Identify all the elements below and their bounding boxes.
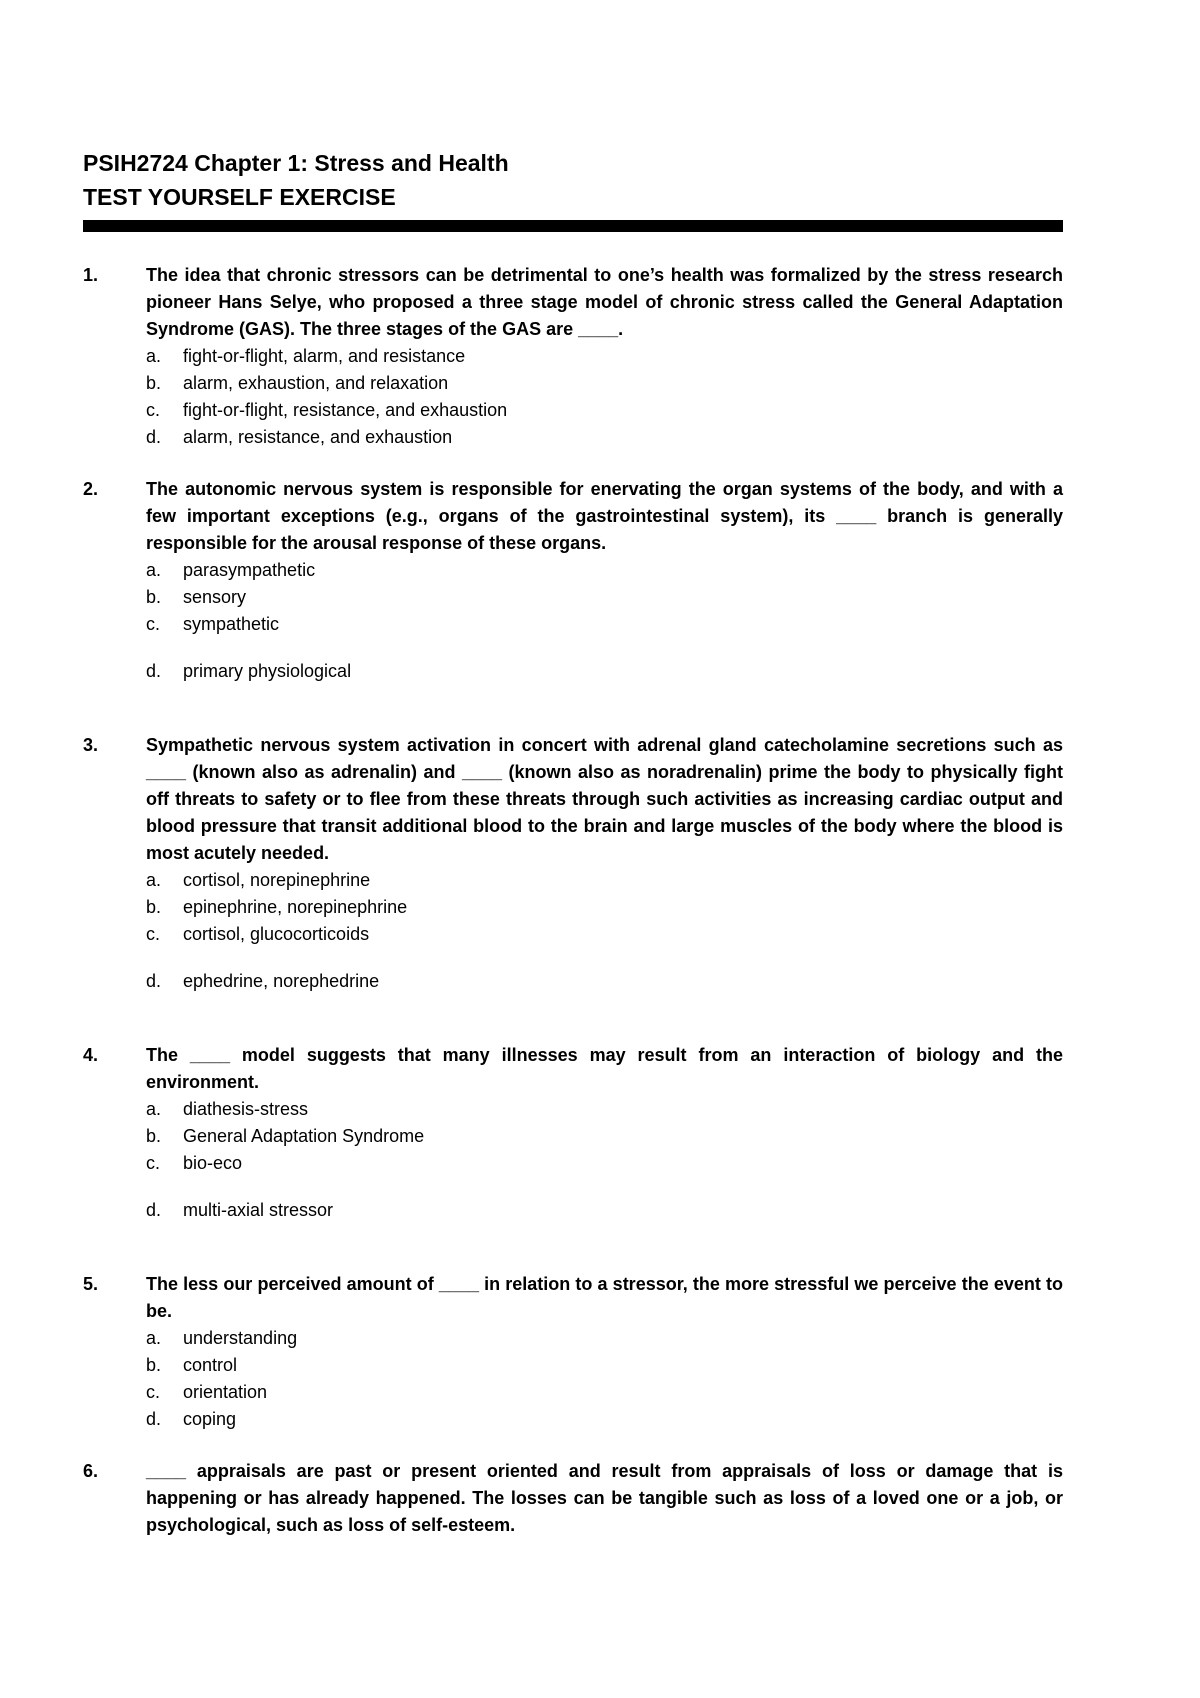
option-letter: a.: [146, 560, 162, 580]
answer-option[interactable]: [146, 584, 1063, 611]
header-rule: [83, 220, 1063, 232]
answer-option[interactable]: [146, 658, 1063, 685]
answer-option[interactable]: [146, 424, 1063, 451]
answer-option[interactable]: [146, 1150, 1063, 1177]
option-text: coping: [183, 1409, 237, 1429]
option-letter: d.: [146, 661, 162, 681]
option-letter: d.: [146, 971, 162, 991]
option-text: control: [183, 1355, 238, 1375]
answer-option[interactable]: [146, 921, 1063, 948]
question-1: [83, 262, 1063, 451]
answer-options: [83, 343, 1063, 451]
answer-option[interactable]: [146, 1096, 1063, 1123]
answer-option[interactable]: [146, 1379, 1063, 1406]
option-text: primary physiological: [183, 661, 352, 681]
option-letter: c.: [146, 400, 161, 420]
question-6: [83, 1458, 1063, 1539]
option-text: parasympathetic: [183, 560, 316, 580]
document-page: [83, 146, 1063, 1539]
question-3: [83, 732, 1063, 995]
answer-option[interactable]: [146, 1352, 1063, 1379]
answer-option[interactable]: [146, 1197, 1063, 1224]
option-text: understanding: [183, 1328, 298, 1348]
answer-option[interactable]: [146, 343, 1063, 370]
answer-option[interactable]: [146, 557, 1063, 584]
option-text: fight-or-flight, alarm, and resistance: [183, 346, 466, 366]
option-letter: d.: [146, 1200, 162, 1220]
option-text: cortisol, norepinephrine: [183, 870, 371, 890]
answer-option[interactable]: [146, 370, 1063, 397]
question-number: 4.: [83, 1045, 99, 1065]
option-text: ephedrine, norephedrine: [183, 971, 380, 991]
answer-options: [83, 867, 1063, 995]
answer-option[interactable]: [146, 397, 1063, 424]
answer-options: [83, 1096, 1063, 1224]
answer-options: [83, 1325, 1063, 1433]
answer-option[interactable]: [146, 968, 1063, 995]
question-text: ____ appraisals are past or present oriented and result from appraisals of loss or damage that is happening or has already happened. The losses can be tangible such as loss of a loved one or a job, or psychological, such as loss of self-esteem.: [146, 1461, 1063, 1535]
option-text: alarm, resistance, and exhaustion: [183, 427, 453, 447]
question-text: The idea that chronic stressors can be detrimental to one’s health was formalized by the stress research pioneer Hans Selye, who proposed a three stage model of chronic stress called the General Adaptation Syndrome (GAS). The three stages of the GAS are ____.: [146, 265, 1063, 339]
option-letter: c.: [146, 1382, 161, 1402]
answer-option[interactable]: [146, 1123, 1063, 1150]
question-4: [83, 1042, 1063, 1224]
question-number: 6.: [83, 1461, 99, 1481]
option-text: sympathetic: [183, 614, 280, 634]
option-letter: b.: [146, 897, 162, 917]
question-5: [83, 1271, 1063, 1433]
question-text: The autonomic nervous system is responsible for enervating the organ systems of the body, and with a few important exceptions (e.g., organs of the gastrointestinal system), its ____ branch is generally responsible for the arousal response of these organs.: [146, 479, 1063, 553]
option-text: diathesis-stress: [183, 1099, 309, 1119]
option-letter: b.: [146, 1355, 162, 1375]
answer-options: [83, 557, 1063, 685]
option-text: epinephrine, norepinephrine: [183, 897, 408, 917]
option-text: orientation: [183, 1382, 268, 1402]
answer-option[interactable]: [146, 867, 1063, 894]
option-letter: c.: [146, 614, 161, 634]
option-text: multi-axial stressor: [183, 1200, 334, 1220]
question-text: The less our perceived amount of ____ in relation to a stressor, the more stressful we perceive the event to be.: [146, 1274, 1063, 1321]
answer-option[interactable]: [146, 894, 1063, 921]
option-text: fight-or-flight, resistance, and exhaustion: [183, 400, 508, 420]
answer-option[interactable]: [146, 611, 1063, 638]
option-text: alarm, exhaustion, and relaxation: [183, 373, 449, 393]
question-number: 5.: [83, 1274, 99, 1294]
answer-option[interactable]: [146, 1406, 1063, 1433]
option-letter: b.: [146, 373, 162, 393]
option-letter: c.: [146, 1153, 161, 1173]
option-letter: a.: [146, 1099, 162, 1119]
document-title: PSIH2724 Chapter 1: Stress and Health: [83, 150, 509, 176]
option-letter: a.: [146, 870, 162, 890]
option-text: cortisol, glucocorticoids: [183, 924, 370, 944]
option-text: sensory: [183, 587, 247, 607]
question-2: [83, 476, 1063, 685]
question-number: 2.: [83, 479, 99, 499]
answer-option[interactable]: [146, 1325, 1063, 1352]
option-letter: b.: [146, 1126, 162, 1146]
option-letter: d.: [146, 1409, 162, 1429]
option-letter: a.: [146, 346, 162, 366]
question-text: Sympathetic nervous system activation in concert with adrenal gland catecholamine secretions such as ____ (known also as adrenalin) and ____ (known also as noradrenalin) prime the body to physically fight off threats to safety or to flee from these threats through such activities as increasing cardiac output and blood pressure that transit additional blood to the brain and large muscles of the body where the blood is most acutely needed.: [146, 735, 1063, 863]
option-letter: d.: [146, 427, 162, 447]
option-letter: c.: [146, 924, 161, 944]
question-text: The ____ model suggests that many illnesses may result from an interaction of biology and the environment.: [146, 1045, 1063, 1092]
option-letter: b.: [146, 587, 162, 607]
option-text: bio-eco: [183, 1153, 243, 1173]
question-number: 3.: [83, 735, 99, 755]
question-number: 1.: [83, 265, 99, 285]
option-text: General Adaptation Syndrome: [183, 1126, 425, 1146]
option-letter: a.: [146, 1328, 162, 1348]
document-subtitle: TEST YOURSELF EXERCISE: [83, 184, 396, 210]
